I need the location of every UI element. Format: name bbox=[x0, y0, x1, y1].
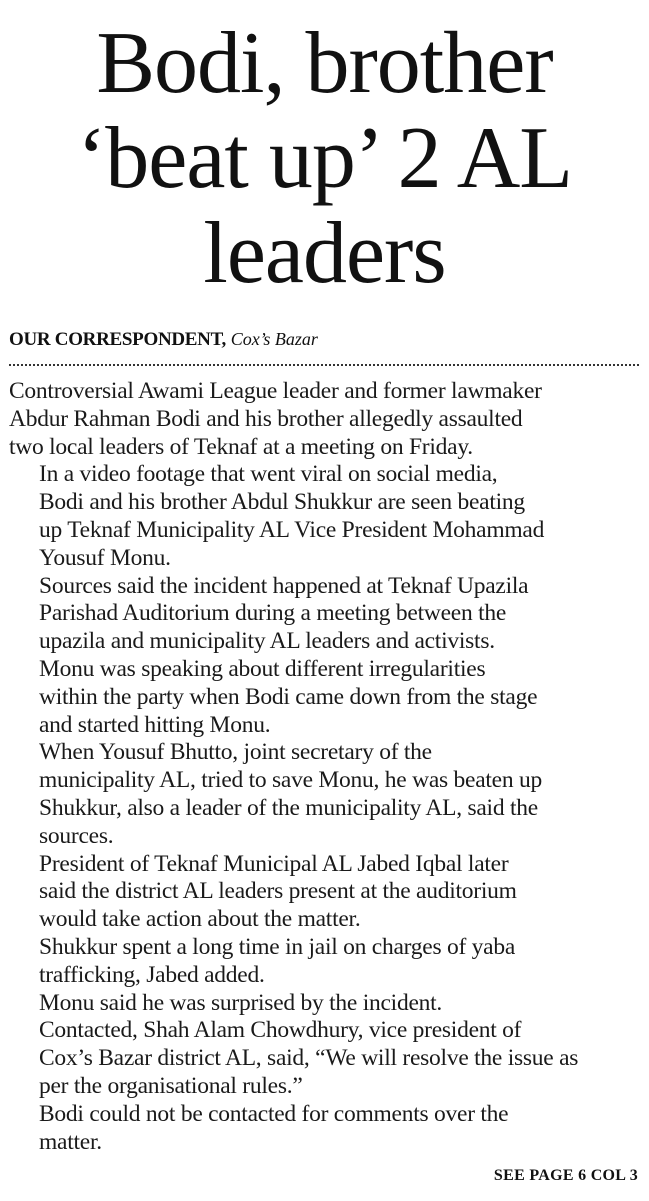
article-paragraph bbox=[9, 934, 641, 990]
paragraph-line: matter. bbox=[39, 1128, 102, 1155]
paragraph-line: In a video footage that went viral on social media, bbox=[39, 461, 498, 488]
paragraph-line: Monu said he was surprised by the incident. bbox=[39, 989, 443, 1016]
paragraph-line: Abdur Rahman Bodi and his brother allegedly assaulted bbox=[9, 405, 523, 432]
paragraph-line: Cox’s Bazar district AL, said, “We will resolve the issue as bbox=[39, 1045, 579, 1072]
paragraph-line: Yousuf Monu. bbox=[39, 544, 171, 571]
paragraph-line: up Teknaf Municipality AL Vice President Mohammad bbox=[39, 516, 545, 543]
paragraph-line: would take action about the matter. bbox=[39, 906, 361, 933]
article-paragraph bbox=[9, 739, 641, 850]
paragraph-line: Contacted, Shah Alam Chowdhury, vice president of bbox=[39, 1017, 522, 1044]
paragraph-line: Shukkur, also a leader of the municipality AL, said the bbox=[39, 794, 538, 821]
paragraph-line: within the party when Bodi came down from the stage bbox=[39, 683, 538, 710]
headline-line-3: leaders bbox=[203, 205, 446, 302]
paragraph-line: Controversial Awami League leader and former lawmaker bbox=[9, 378, 542, 404]
article-paragraph bbox=[9, 851, 641, 934]
paragraph-line: two local leaders of Teknaf at a meeting on Friday. bbox=[9, 433, 473, 460]
continuation-note: SEE PAGE 6 COL 3 bbox=[493, 1167, 638, 1184]
paragraph-line: When Yousuf Bhutto, joint secretary of the bbox=[39, 739, 432, 766]
article-paragraph bbox=[9, 378, 641, 461]
article-paragraph bbox=[9, 1101, 641, 1157]
paragraph-line: municipality AL, tried to save Monu, he was beaten up bbox=[39, 767, 542, 794]
article-body bbox=[9, 378, 641, 1156]
article-paragraph bbox=[9, 656, 641, 739]
paragraph-line: Sources said the incident happened at Teknaf Upazila bbox=[39, 572, 529, 599]
byline-divider bbox=[9, 364, 639, 366]
byline-location: Cox’s Bazar bbox=[230, 329, 318, 349]
paragraph-line: Monu was speaking about different irregularities bbox=[39, 655, 486, 682]
paragraph-line: President of Teknaf Municipal AL Jabed Iqbal later bbox=[39, 850, 509, 877]
article-paragraph bbox=[9, 461, 641, 572]
paragraph-line: sources. bbox=[39, 822, 114, 849]
paragraph-line: trafficking, Jabed added. bbox=[39, 961, 265, 988]
paragraph-line: Parishad Auditorium during a meeting between the bbox=[39, 600, 507, 627]
article-paragraph bbox=[9, 1017, 641, 1100]
article-paragraph bbox=[9, 573, 641, 656]
paragraph-line: per the organisational rules.” bbox=[39, 1072, 303, 1099]
headline-line-2: ‘beat up’ 2 AL bbox=[76, 110, 573, 207]
paragraph-line: said the district AL leaders present at the auditorium bbox=[39, 878, 517, 905]
article-paragraph bbox=[9, 990, 641, 1018]
headline bbox=[0, 16, 649, 301]
byline-author: OUR CORRESPONDENT, bbox=[9, 329, 226, 350]
headline-line-1: Bodi, brother bbox=[96, 15, 553, 112]
paragraph-line: Bodi could not be contacted for comments over the bbox=[39, 1100, 509, 1127]
paragraph-line: upazila and municipality AL leaders and activists. bbox=[39, 628, 495, 655]
paragraph-line: and started hitting Monu. bbox=[39, 711, 271, 738]
paragraph-line: Bodi and his brother Abdul Shukkur are seen beating bbox=[39, 489, 525, 516]
paragraph-line: Shukkur spent a long time in jail on charges of yaba bbox=[39, 933, 516, 960]
byline bbox=[9, 327, 318, 352]
